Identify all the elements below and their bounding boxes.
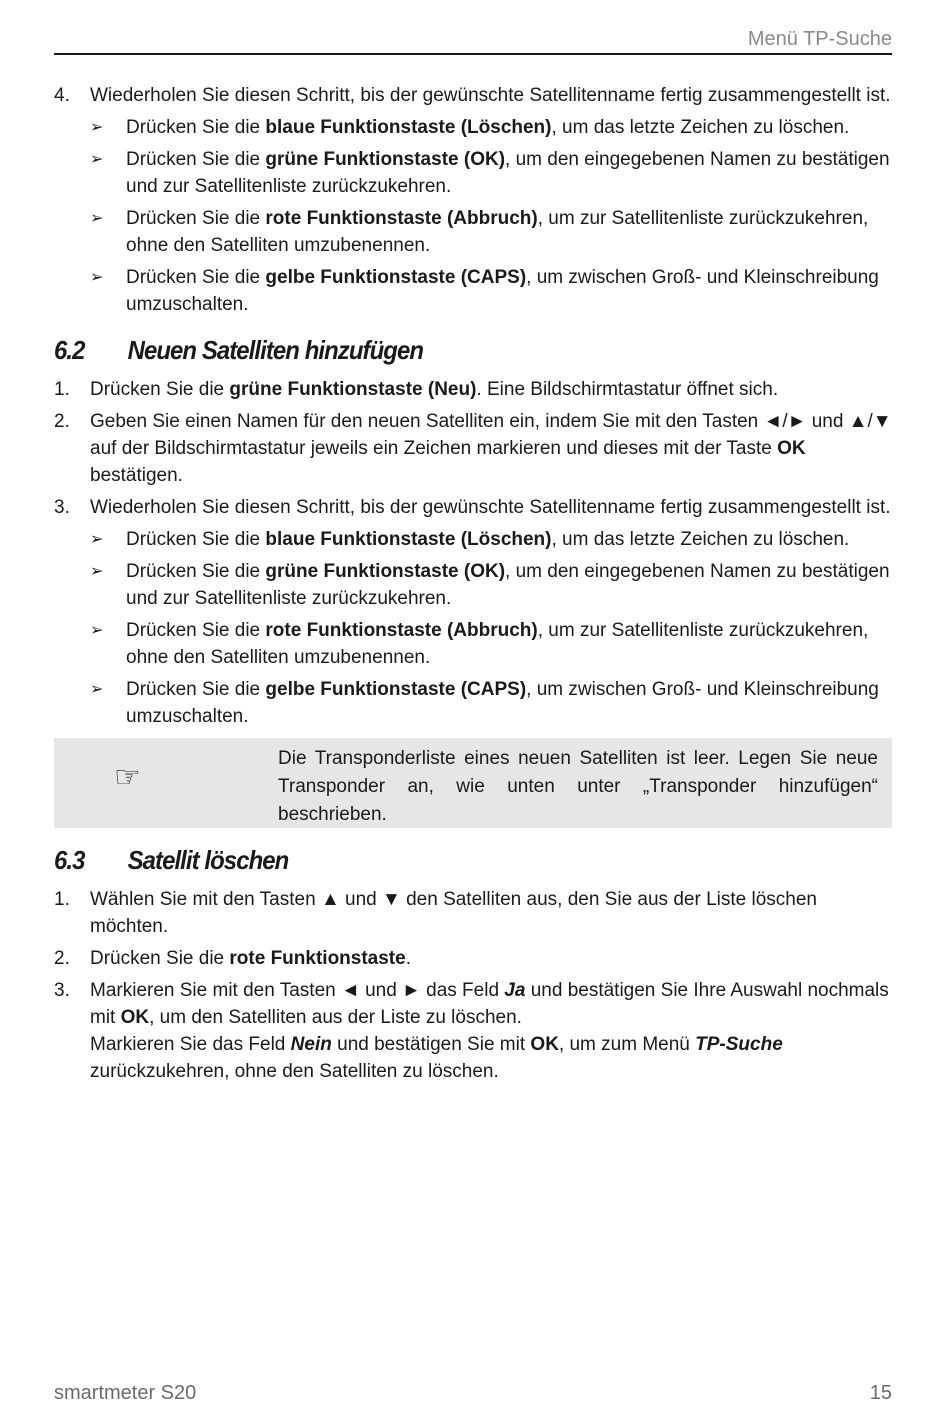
page-content	[54, 82, 892, 1090]
step-item: 2. Drücken Sie die rote Funktionstaste.	[54, 945, 892, 972]
bullet-item: ➢ Drücken Sie die blaue Funktionstaste (Löschen), um das letzte Zeichen zu löschen.	[54, 114, 892, 141]
bullet-item: ➢ Drücken Sie die gelbe Funktionstaste (CAPS), um zwischen Groß- und Kleinschreibung umzuschalten.	[54, 676, 892, 730]
step-item	[54, 977, 892, 1085]
info-note-box	[54, 738, 892, 828]
step-number: 1.	[54, 889, 70, 910]
step-number: 2.	[54, 948, 70, 969]
step-paragraph: Markieren Sie das Feld Nein und bestätigen Sie mit OK, um zum Menü TP-Suche zurückzukehren, ohne den Satelliten zu löschen.	[90, 1034, 783, 1082]
header-rule	[54, 53, 892, 55]
step-item	[54, 494, 892, 521]
arrow-bullet-icon: ➢	[90, 681, 104, 698]
section-number: 6.3	[54, 845, 85, 875]
step-number: 3.	[54, 980, 70, 1001]
bullet-item: ➢ Drücken Sie die grüne Funktionstaste (OK), um den eingegebenen Namen zu bestätigen und zur Satellitenliste zurückzukehren.	[54, 146, 892, 200]
section-number: 6.2	[54, 335, 85, 365]
bullet-item: ➢ Drücken Sie die rote Funktionstaste (Abbruch), um zur Satellitenliste zurückzukehren, ohne den Satelliten umzubenennen.	[54, 617, 892, 671]
section-heading	[54, 840, 825, 880]
arrow-bullet-icon: ➢	[90, 531, 104, 548]
step-item	[54, 82, 892, 109]
note-text: Die Transponderliste eines neuen Satelliten ist leer. Legen Sie neue Transponder an, wie unten unter „Transponder hinzufügen“ beschrieben.	[278, 748, 878, 825]
arrow-bullet-icon: ➢	[90, 119, 104, 136]
running-header: Menü TP-Suche	[747, 28, 892, 50]
bullet-item: ➢ Drücken Sie die gelbe Funktionstaste (CAPS), um zwischen Groß- und Kleinschreibung umzuschalten.	[54, 264, 892, 318]
step-item: 2. Geben Sie einen Namen für den neuen Satelliten ein, indem Sie mit den Tasten ◄/► und ▲/▼ auf der Bildschirmtastatur jeweils ein Zeichen markieren und dieses mit der Taste OK bestätigen.	[54, 408, 892, 489]
section-title: Satellit löschen	[127, 845, 289, 875]
arrow-bullet-icon: ➢	[90, 563, 104, 580]
section-title: Neuen Satelliten hinzufügen	[127, 335, 424, 365]
step-item	[54, 886, 892, 940]
step-number: 1.	[54, 379, 70, 400]
bullet-item: ➢ Drücken Sie die blaue Funktionstaste (Löschen), um das letzte Zeichen zu löschen.	[54, 526, 892, 553]
arrow-bullet-icon: ➢	[90, 151, 104, 168]
footer-product: smartmeter S20	[54, 1382, 197, 1404]
arrow-bullet-icon: ➢	[90, 269, 104, 286]
section-heading	[54, 330, 825, 370]
step-number: 3.	[54, 497, 70, 518]
arrow-bullet-icon: ➢	[90, 210, 104, 227]
page-number: 15	[869, 1382, 892, 1404]
step-number: 2.	[54, 411, 70, 432]
step-paragraph: Markieren Sie mit den Tasten ◄ und ► das Feld Ja und bestätigen Sie Ihre Auswahl nochmals mit OK, um den Satelliten aus der Liste zu löschen.	[90, 980, 889, 1028]
step-text: Wählen Sie mit den Tasten ▲ und ▼ den Satelliten aus, den Sie aus der Liste löschen möchten.	[90, 889, 817, 937]
arrow-bullet-icon: ➢	[90, 622, 104, 639]
step-text: Wiederholen Sie diesen Schritt, bis der gewünschte Satellitenname fertig zusammengestellt ist.	[90, 497, 891, 518]
step-text: Wiederholen Sie diesen Schritt, bis der gewünschte Satellitenname fertig zusammengestellt ist.	[90, 85, 891, 106]
bullet-item: ➢ Drücken Sie die grüne Funktionstaste (OK), um den eingegebenen Namen zu bestätigen und zur Satellitenliste zurückzukehren.	[54, 558, 892, 612]
manual-page	[54, 0, 892, 1404]
pointing-hand-icon: ☞	[114, 761, 141, 794]
step-number: 4.	[54, 85, 70, 106]
step-item: 1. Drücken Sie die grüne Funktionstaste (Neu). Eine Bildschirmtastatur öffnet sich.	[54, 376, 892, 403]
bullet-item: ➢ Drücken Sie die rote Funktionstaste (Abbruch), um zur Satellitenliste zurückzukehren, ohne den Satelliten umzubenennen.	[54, 205, 892, 259]
